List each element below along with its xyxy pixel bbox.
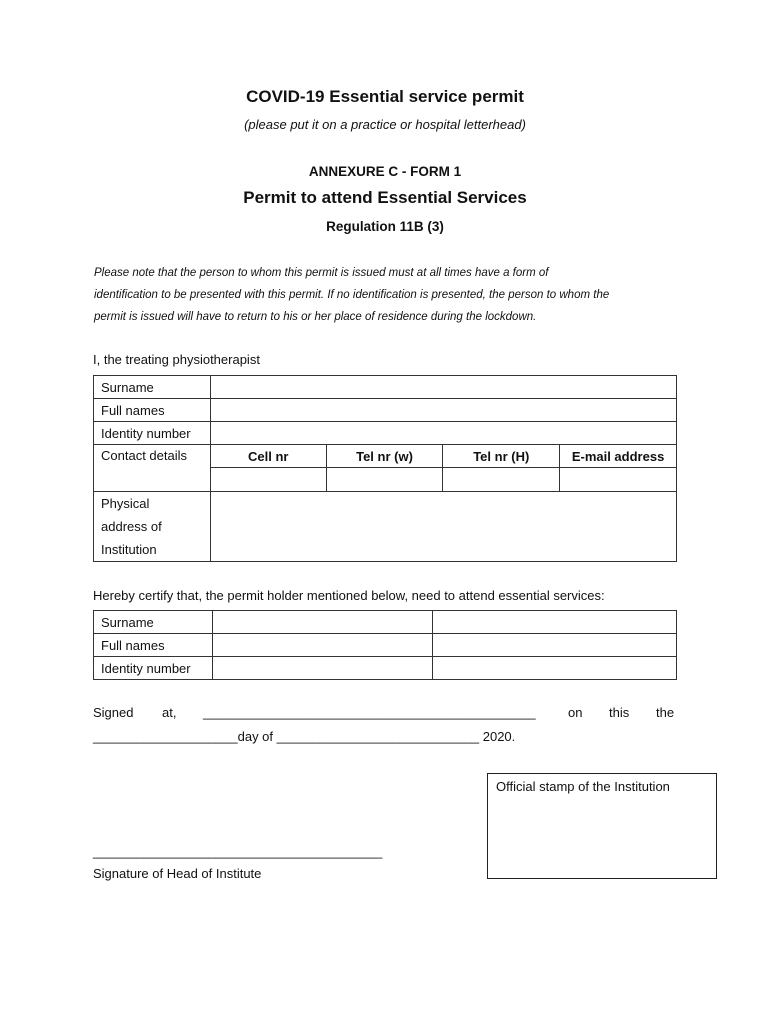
signed-place-line[interactable]: ______________________________________________ xyxy=(203,705,536,720)
physical-address-line: Institution xyxy=(101,542,157,557)
table-row xyxy=(94,611,677,634)
holder-surname-field[interactable] xyxy=(212,611,433,634)
day-of-label: day of xyxy=(237,729,274,744)
surname-field[interactable] xyxy=(210,376,676,399)
note-line: permit is issued will have to return to his or her place of residence during the lockdown. xyxy=(94,311,537,323)
holder-surname-label: Surname xyxy=(94,611,213,634)
the-label: the xyxy=(656,705,675,720)
official-stamp-box[interactable] xyxy=(487,773,717,879)
tel-h-header: Tel nr (H) xyxy=(443,445,560,468)
full-names-field[interactable] xyxy=(210,399,676,422)
annexure-label: ANNEXURE C - FORM 1 xyxy=(308,164,462,179)
email-field[interactable] xyxy=(560,468,677,492)
table-row xyxy=(94,422,677,445)
holder-full-names-extra-field[interactable] xyxy=(433,634,677,657)
stamp-label: Official stamp of the Institution xyxy=(496,779,670,794)
year-label: 2020. xyxy=(482,729,516,744)
physiotherapist-table xyxy=(93,375,677,562)
document-title: COVID-19 Essential service permit xyxy=(246,87,524,106)
physical-address-line: Physical xyxy=(101,496,150,511)
table-row xyxy=(94,634,677,657)
email-header: E-mail address xyxy=(560,445,677,468)
section1-intro: I, the treating physiotherapist xyxy=(93,352,260,367)
physical-address-field[interactable] xyxy=(210,492,676,562)
signature-label: Signature of Head of Institute xyxy=(93,866,262,881)
cell-nr-header: Cell nr xyxy=(210,445,326,468)
table-row xyxy=(94,445,677,468)
holder-identity-number-label: Identity number xyxy=(94,657,213,680)
note-line: Please note that the person to whom this permit is issued must at all times have a form of xyxy=(94,267,549,279)
identification-note xyxy=(94,262,694,328)
permit-heading: Permit to attend Essential Services xyxy=(243,188,527,207)
regulation-label: Regulation 11B (3) xyxy=(326,219,444,234)
this-label: this xyxy=(609,705,630,720)
contact-details-label: Contact details xyxy=(94,445,211,492)
cell-nr-field[interactable] xyxy=(210,468,326,492)
document-subtitle: (please put it on a practice or hospital letterhead) xyxy=(244,117,526,132)
surname-label: Surname xyxy=(94,376,211,399)
note-line: identification to be presented with this permit. If no identification is presented, the person to whom the xyxy=(94,289,610,301)
permit-holder-table xyxy=(93,610,677,680)
holder-full-names-field[interactable] xyxy=(212,634,433,657)
table-row xyxy=(94,492,677,562)
tel-h-field[interactable] xyxy=(443,468,560,492)
physical-address-label xyxy=(94,492,211,562)
tel-w-field[interactable] xyxy=(326,468,443,492)
full-names-label: Full names xyxy=(94,399,211,422)
signed-label: Signed xyxy=(93,705,134,720)
holder-identity-number-field[interactable] xyxy=(212,657,433,680)
holder-identity-number-extra-field[interactable] xyxy=(433,657,677,680)
table-row xyxy=(94,376,677,399)
date-line xyxy=(93,729,515,744)
signature-line[interactable]: ________________________________________ xyxy=(93,844,383,859)
table-row xyxy=(94,657,677,680)
day-blank-line[interactable]: ____________________ xyxy=(93,729,238,744)
holder-surname-extra-field[interactable] xyxy=(433,611,677,634)
identity-number-label: Identity number xyxy=(94,422,211,445)
section2-intro: Hereby certify that, the permit holder mentioned below, need to attend essential services: xyxy=(93,588,605,603)
holder-full-names-label: Full names xyxy=(94,634,213,657)
at-label: at, xyxy=(162,705,177,720)
tel-w-header: Tel nr (w) xyxy=(326,445,443,468)
identity-number-field[interactable] xyxy=(210,422,676,445)
physical-address-line: address of xyxy=(101,519,162,534)
on-label: on xyxy=(568,705,583,720)
month-blank-line[interactable]: ____________________________ xyxy=(276,729,480,744)
table-row xyxy=(94,399,677,422)
